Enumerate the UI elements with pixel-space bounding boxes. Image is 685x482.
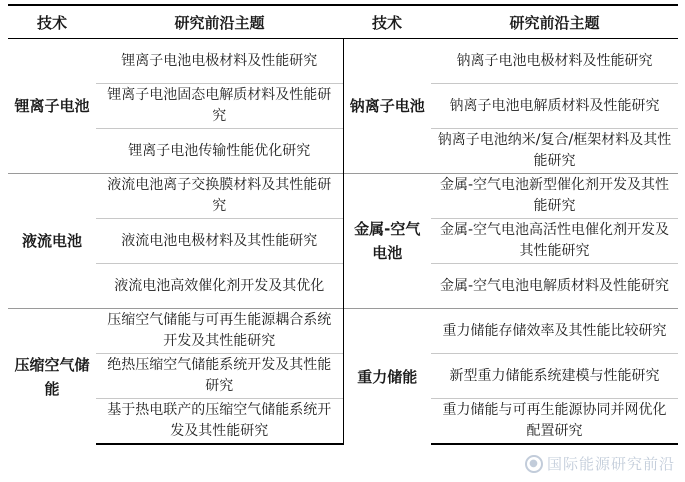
- tech-cell: 液流电池: [8, 174, 96, 309]
- topic-cell: 基于热电联产的压缩空气储能系统开发及其性能研究: [96, 399, 343, 445]
- topic-cell: 金属-空气电池高活性电催化剂开发及其性能研究: [431, 219, 678, 264]
- tech-cell: 压缩空气储能: [8, 309, 96, 445]
- watermark-text: 国际能源研究前沿: [546, 455, 675, 473]
- tech-cell: 重力储能: [343, 309, 431, 445]
- table-row: [8, 174, 678, 219]
- topic-cell: 液流电池离子交换膜材料及其性能研究: [96, 174, 343, 219]
- tech-cell: 锂离子电池: [8, 39, 96, 174]
- topic-cell: 压缩空气储能与可再生能源耦合系统开发及其性能研究: [96, 309, 343, 354]
- header-topic-right: 研究前沿主题: [431, 5, 678, 39]
- topic-cell: 钠离子电池电极材料及性能研究: [431, 39, 678, 84]
- table-row: [8, 309, 678, 354]
- tech-cell: 金属-空气电池: [343, 174, 431, 309]
- header-topic-left: 研究前沿主题: [96, 5, 343, 39]
- topic-cell: 新型重力储能系统建模与性能研究: [431, 354, 678, 399]
- wechat-logo-icon: ●: [525, 455, 543, 473]
- table-row: [8, 39, 678, 84]
- table-header-row: [8, 5, 678, 39]
- topic-cell: 液流电池高效催化剂开发及其优化: [96, 264, 343, 309]
- header-tech-left: 技术: [8, 5, 96, 39]
- topic-cell: 重力储能与可再生能源协同并网优化配置研究: [431, 399, 678, 445]
- topic-cell: 锂离子电池固态电解质材料及性能研究: [96, 84, 343, 129]
- topic-cell: 钠离子电池电解质材料及性能研究: [431, 84, 678, 129]
- topic-cell: 锂离子电池电极材料及性能研究: [96, 39, 343, 84]
- topic-cell: 重力储能存储效率及其性能比较研究: [431, 309, 678, 354]
- topic-cell: 绝热压缩空气储能系统开发及其性能研究: [96, 354, 343, 399]
- topic-cell: 液流电池电极材料及其性能研究: [96, 219, 343, 264]
- watermark: [525, 453, 675, 474]
- research-frontier-table: [8, 4, 678, 445]
- research-frontier-table-page: [8, 4, 678, 478]
- tech-cell: 钠离子电池: [343, 39, 431, 174]
- topic-cell: 锂离子电池传输性能优化研究: [96, 129, 343, 174]
- topic-cell: 金属-空气电池新型催化剂开发及其性能研究: [431, 174, 678, 219]
- topic-cell: 金属-空气电池电解质材料及性能研究: [431, 264, 678, 309]
- header-tech-right: 技术: [343, 5, 431, 39]
- topic-cell: 钠离子电池纳米/复合/框架材料及其性能研究: [431, 129, 678, 174]
